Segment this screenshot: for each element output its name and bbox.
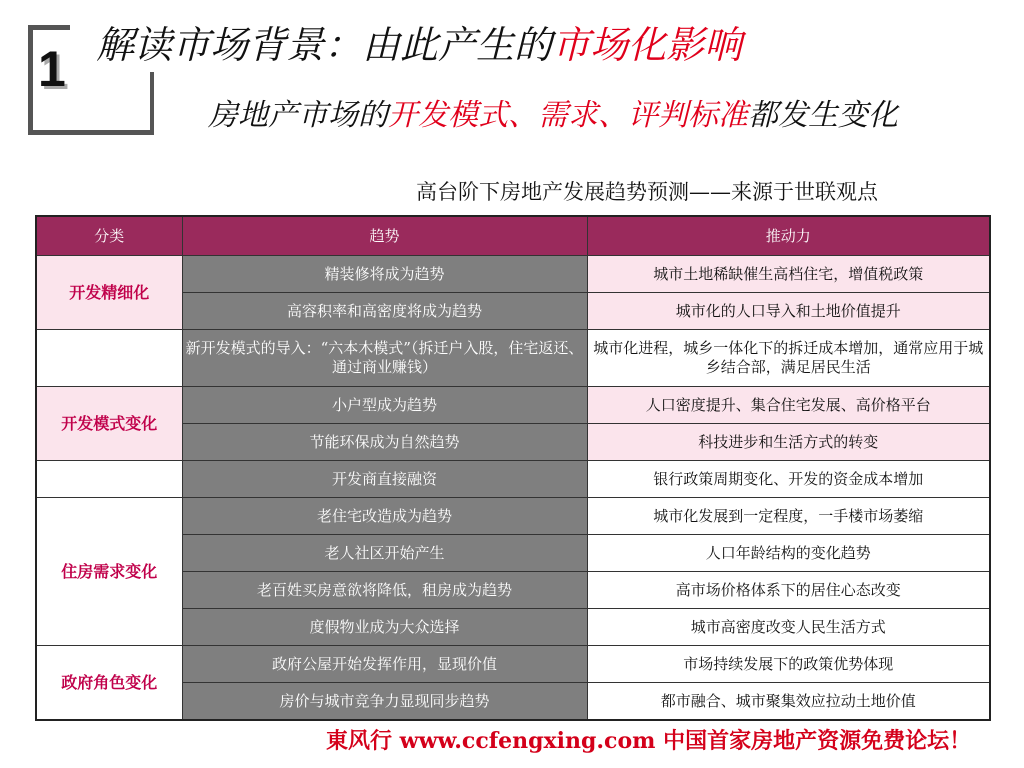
category-spacer-cell (36, 461, 182, 498)
trend-cell: 节能环保成为自然趋势 (182, 424, 587, 461)
driver-cell: 城市化发展到一定程度，一手楼市场萎缩 (587, 498, 990, 535)
table-row (36, 256, 990, 293)
category-cell: 政府角色变化 (36, 646, 182, 721)
table-row (36, 646, 990, 683)
header-category: 分类 (36, 216, 182, 256)
category-cell: 住房需求变化 (36, 498, 182, 646)
subtitle-b: 都发生变化 (748, 98, 898, 133)
driver-cell: 市场持续发展下的政策优势体现 (587, 646, 990, 683)
subtitle-red: 开发模式、需求、评判标准 (388, 98, 748, 133)
trend-cell: 房价与城市竞争力显现同步趋势 (182, 683, 587, 721)
trend-cell: 精装修将成为趋势 (182, 256, 587, 293)
trend-cell: 开发商直接融资 (182, 461, 587, 498)
trend-cell: 老住宅改造成为趋势 (182, 498, 587, 535)
category-cell: 开发精细化 (36, 256, 182, 330)
driver-cell: 城市高密度改变人民生活方式 (587, 609, 990, 646)
trend-cell: 政府公屋开始发挥作用，显现价值 (182, 646, 587, 683)
driver-cell: 人口年龄结构的变化趋势 (587, 535, 990, 572)
driver-cell: 城市化的人口导入和土地价值提升 (587, 293, 990, 330)
title-black: 解读市场背景：由此产生的 (96, 23, 553, 67)
frame-bottom-line (28, 130, 154, 135)
driver-cell: 科技进步和生活方式的转变 (587, 424, 990, 461)
category-spacer-cell (36, 330, 182, 387)
trend-cell: 老百姓买房意欲将降低，租房成为趋势 (182, 572, 587, 609)
page-title (96, 14, 742, 69)
trend-cell: 小户型成为趋势 (182, 387, 587, 424)
table-row (36, 461, 990, 498)
table-caption: 高台阶下房地产发展趋势预测——来源于世联观点 (416, 180, 878, 204)
table-row (36, 387, 990, 424)
driver-cell: 城市土地稀缺催生高档住宅，增值税政策 (587, 256, 990, 293)
frame-top-line (28, 25, 70, 30)
footer-watermark: 東风行 www.ccfengxing.com 中国首家房地产资源免费论坛！ (326, 728, 972, 754)
page-subtitle (208, 90, 898, 134)
subtitle-a: 房地产市场的 (208, 98, 388, 133)
frame-inner-line (150, 72, 154, 135)
table-header-row (36, 216, 990, 256)
section-number: 1 (38, 41, 66, 97)
frame-left-line (28, 25, 33, 135)
trend-cell: 高容积率和高密度将成为趋势 (182, 293, 587, 330)
trend-table (35, 215, 991, 721)
trend-cell: 度假物业成为大众选择 (182, 609, 587, 646)
trend-cell: 新开发模式的导入：“六本木模式”（拆迁户入股，住宅返还、通过商业赚钱） (182, 330, 587, 387)
table-row (36, 330, 990, 387)
driver-cell: 银行政策周期变化、开发的资金成本增加 (587, 461, 990, 498)
trend-cell: 老人社区开始产生 (182, 535, 587, 572)
header-trend: 趋势 (182, 216, 587, 256)
category-cell: 开发模式变化 (36, 387, 182, 461)
driver-cell: 人口密度提升、集合住宅发展、高价格平台 (587, 387, 990, 424)
driver-cell: 高市场价格体系下的居住心态改变 (587, 572, 990, 609)
table-row (36, 498, 990, 535)
title-red: 市场化影响 (552, 23, 743, 67)
driver-cell: 都市融合、城市聚集效应拉动土地价值 (587, 683, 990, 721)
header-driver: 推动力 (587, 216, 990, 256)
driver-cell: 城市化进程，城乡一体化下的拆迁成本增加，通常应用于城乡结合部，满足居民生活 (587, 330, 990, 387)
